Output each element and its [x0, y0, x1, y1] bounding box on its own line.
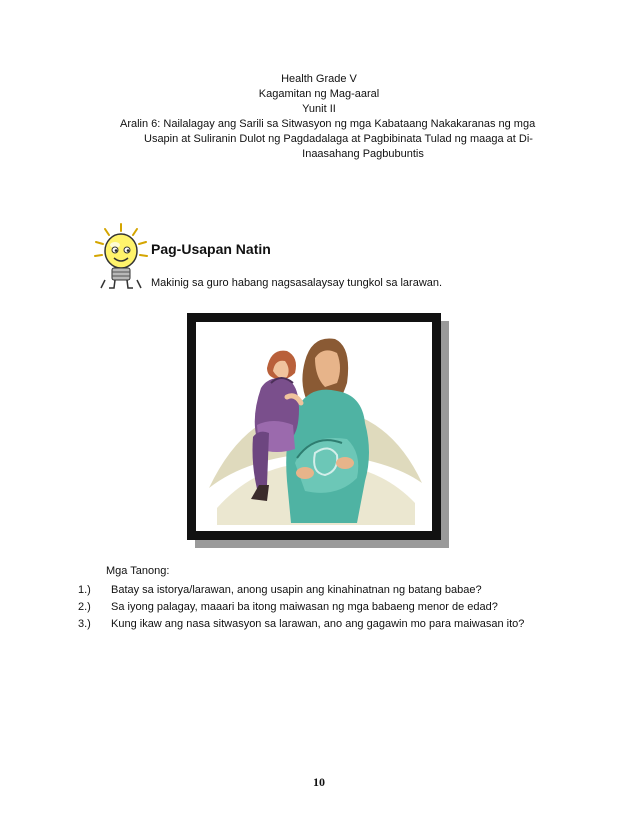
lightbulb-icon	[93, 222, 149, 290]
lesson-title-line-2: Usapin at Suliranin Dulot ng Pagdadalaga at Pagbibinata Tulad ng maaga at Di-	[144, 133, 533, 145]
lesson-title-line-3: Inaasahang Pagbubuntis	[302, 148, 424, 160]
question-item	[78, 616, 524, 633]
question-item	[78, 582, 524, 599]
pregnant-mother-with-child-illustration	[187, 313, 449, 548]
question-item	[78, 599, 524, 616]
subject-title: Health Grade V	[281, 73, 357, 85]
questions-list	[78, 582, 524, 633]
lesson-title	[112, 117, 542, 162]
document-header	[0, 72, 638, 117]
question-number: 1.)	[78, 584, 91, 596]
question-text: Batay sa istorya/larawan, anong usapin ang kinahinatnan ng batang babae?	[111, 584, 482, 596]
question-text: Sa iyong palagay, maaari ba itong maiwasan ng mga babaeng menor de edad?	[111, 601, 498, 613]
unit-label: Yunit II	[302, 103, 336, 115]
instruction-text: Makinig sa guro habang nagsasalaysay tungkol sa larawan.	[151, 277, 443, 289]
question-number: 2.)	[78, 601, 91, 613]
question-number: 3.)	[78, 618, 91, 630]
section-title: Pag-Usapan Natin	[151, 241, 271, 257]
material-label: Kagamitan ng Mag-aaral	[258, 88, 380, 100]
questions-heading: Mga Tanong:	[106, 565, 170, 577]
page-number: 10	[313, 775, 325, 789]
lesson-title-line-1: Aralin 6: Nailalagay ang Sarili sa Sitwasyon ng mga Kabataang Nakakaranas ng mga	[120, 118, 536, 130]
question-text: Kung ikaw ang nasa sitwasyon sa larawan, ano ang gagawin mo para maiwasan ito?	[111, 618, 525, 630]
